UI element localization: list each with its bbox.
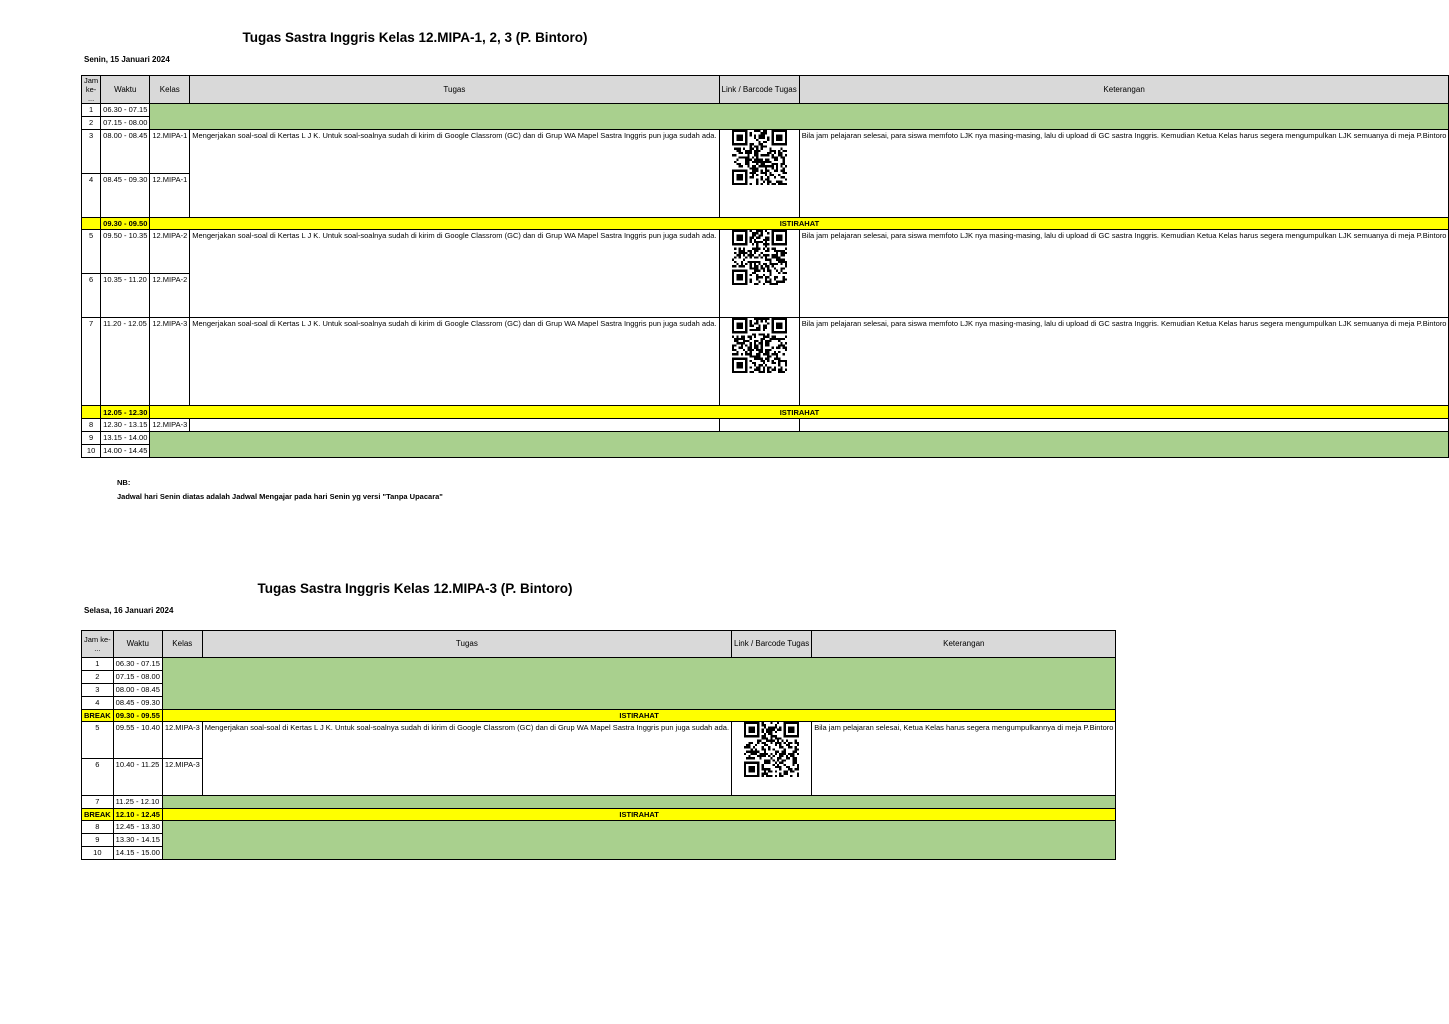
header-row (82, 76, 1449, 104)
tugas-cell: Mengerjakan soal-soal di Kertas L J K. Untuk soal-soalnya sudah di kirim di Google Classrom (GC) dan di Grup WA Mapel Sastra Inggris pun juga sudah ada. (190, 130, 719, 218)
table-row (82, 796, 1116, 809)
jam-cell: BREAK (82, 710, 114, 722)
break-row (82, 710, 1116, 722)
break-label: ISTIRAHAT (162, 710, 1116, 722)
waktu-cell: 14.00 - 14.45 (101, 445, 150, 458)
header-jam: Jam ke- ... (82, 631, 114, 658)
jam-cell: 2 (82, 671, 114, 684)
jam-cell (82, 406, 101, 419)
schedule1-table (81, 75, 1449, 458)
kelas-cell: 12.MIPA-1 (150, 130, 190, 174)
jam-cell: 3 (82, 684, 114, 697)
qr-code-icon[interactable] (732, 130, 787, 188)
jam-cell: 2 (82, 117, 101, 130)
keterangan-cell: Bila jam pelajaran selesai, para siswa memfoto LJK nya masing-masing, lalu di upload di GC sastra Inggris. Kemudian Ketua Kelas harus segera mengumpulkan LJK semuanya di meja P.Bintoro (799, 230, 1449, 318)
waktu-cell: 11.25 - 12.10 (113, 796, 162, 809)
header-link: Link / Barcode Tugas (732, 631, 812, 658)
table-row (82, 658, 1116, 671)
waktu-cell: 09.55 - 10.40 (113, 722, 162, 759)
header-tugas: Tugas (202, 631, 731, 658)
schedule2-title: Tugas Sastra Inggris Kelas 12.MIPA-3 (P. Bintoro) (257, 581, 573, 596)
nb-note (117, 476, 443, 504)
jam-cell: 6 (82, 759, 114, 796)
waktu-cell: 13.15 - 14.00 (101, 432, 150, 445)
table-row (82, 432, 1449, 445)
qr-code-icon[interactable] (744, 722, 799, 780)
jam-cell: 8 (82, 419, 101, 432)
qr-cell (719, 230, 799, 318)
header-kelas: Kelas (162, 631, 202, 658)
waktu-cell: 09.30 - 09.55 (113, 710, 162, 722)
waktu-cell: 08.00 - 08.45 (101, 130, 150, 174)
empty-green-block (150, 104, 1449, 130)
waktu-cell: 09.50 - 10.35 (101, 230, 150, 274)
waktu-cell: 08.00 - 08.45 (113, 684, 162, 697)
table-row (82, 230, 1449, 274)
jam-cell: 7 (82, 796, 114, 809)
keterangan-cell: Bila jam pelajaran selesai, para siswa memfoto LJK nya masing-masing, lalu di upload di GC sastra Inggris. Kemudian Ketua Kelas harus segera mengumpulkan LJK semuanya di meja P.Bintoro (799, 318, 1449, 406)
table-row (82, 130, 1449, 174)
schedule2-date: Selasa, 16 Januari 2024 (84, 606, 174, 615)
jam-cell: BREAK (82, 809, 114, 821)
qr-cell (732, 722, 812, 796)
qr-cell (719, 130, 799, 218)
waktu-cell: 08.45 - 09.30 (113, 697, 162, 710)
schedule1-title: Tugas Sastra Inggris Kelas 12.MIPA-1, 2, 3 (P. Bintoro) (242, 30, 588, 45)
keterangan-cell: Bila jam pelajaran selesai, Ketua Kelas harus segera mengumpulkannya di meja P.Bintoro (812, 722, 1116, 796)
waktu-cell: 10.40 - 11.25 (113, 759, 162, 796)
waktu-cell: 12.05 - 12.30 (101, 406, 150, 419)
qr-cell (719, 318, 799, 406)
jam-cell: 7 (82, 318, 101, 406)
break-row (82, 809, 1116, 821)
empty-green-block (150, 432, 1449, 458)
qr-cell (719, 419, 799, 432)
break-label: ISTIRAHAT (162, 809, 1116, 821)
waktu-cell: 06.30 - 07.15 (101, 104, 150, 117)
header-link: Link / Barcode Tugas (719, 76, 799, 104)
waktu-cell: 09.30 - 09.50 (101, 218, 150, 230)
jam-cell: 4 (82, 697, 114, 710)
jam-cell: 4 (82, 174, 101, 218)
waktu-cell: 14.15 - 15.00 (113, 847, 162, 860)
nb-title: NB: (117, 478, 131, 487)
jam-cell: 10 (82, 445, 101, 458)
header-waktu: Waktu (113, 631, 162, 658)
tugas-cell: Mengerjakan soal-soal di Kertas L J K. Untuk soal-soalnya sudah di kirim di Google Classrom (GC) dan di Grup WA Mapel Sastra Inggris pun juga sudah ada. (190, 318, 719, 406)
header-jam: Jam ke- ... (82, 76, 101, 104)
break-label: ISTIRAHAT (150, 218, 1449, 230)
jam-cell: 9 (82, 432, 101, 445)
kelas-cell: 12.MIPA-1 (150, 174, 190, 218)
break-row (82, 406, 1449, 419)
header-keterangan: Keterangan (812, 631, 1116, 658)
waktu-cell: 07.15 - 08.00 (101, 117, 150, 130)
tugas-cell: Mengerjakan soal-soal di Kertas L J K. Untuk soal-soalnya sudah di kirim di Google Classrom (GC) dan di Grup WA Mapel Sastra Inggris pun juga sudah ada. (190, 230, 719, 318)
waktu-cell: 07.15 - 08.00 (113, 671, 162, 684)
qr-code-icon[interactable] (732, 230, 787, 288)
jam-cell: 10 (82, 847, 114, 860)
empty-green-block (162, 821, 1116, 860)
keterangan-cell: Bila jam pelajaran selesai, para siswa memfoto LJK nya masing-masing, lalu di upload di GC sastra Inggris. Kemudian Ketua Kelas harus segera mengumpulkan LJK semuanya di meja P.Bintoro (799, 130, 1449, 218)
tugas-cell: Mengerjakan soal-soal di Kertas L J K. Untuk soal-soalnya sudah di kirim di Google Classrom (GC) dan di Grup WA Mapel Sastra Inggris pun juga sudah ada. (202, 722, 731, 796)
kelas-cell: 12.MIPA-3 (162, 722, 202, 759)
table-row (82, 419, 1449, 432)
waktu-cell: 12.30 - 13.15 (101, 419, 150, 432)
table-row (82, 722, 1116, 759)
waktu-cell: 12.10 - 12.45 (113, 809, 162, 821)
jam-cell: 8 (82, 821, 114, 834)
kelas-cell: 12.MIPA-3 (150, 419, 190, 432)
nb-text: Jadwal hari Senin diatas adalah Jadwal Mengajar pada hari Senin yg versi "Tanpa Upacara" (117, 492, 443, 501)
waktu-cell: 13.30 - 14.15 (113, 834, 162, 847)
header-waktu: Waktu (101, 76, 150, 104)
waktu-cell: 11.20 - 12.05 (101, 318, 150, 406)
tugas-cell (190, 419, 719, 432)
keterangan-cell (799, 419, 1449, 432)
break-row (82, 218, 1449, 230)
jam-cell: 9 (82, 834, 114, 847)
jam-cell (82, 218, 101, 230)
kelas-cell: 12.MIPA-3 (150, 318, 190, 406)
jam-cell: 3 (82, 130, 101, 174)
empty-green-block (162, 658, 1116, 710)
jam-cell: 6 (82, 274, 101, 318)
header-row (82, 631, 1116, 658)
jam-cell: 5 (82, 230, 101, 274)
jam-cell: 1 (82, 104, 101, 117)
kelas-cell: 12.MIPA-3 (162, 759, 202, 796)
table-row (82, 821, 1116, 834)
jam-cell: 5 (82, 722, 114, 759)
header-tugas: Tugas (190, 76, 719, 104)
qr-code-icon[interactable] (732, 318, 787, 376)
kelas-cell: 12.MIPA-2 (150, 274, 190, 318)
table-row (82, 104, 1449, 117)
empty-green-block (162, 796, 1116, 809)
schedule2-table (81, 630, 1116, 860)
table-row (82, 318, 1449, 406)
waktu-cell: 12.45 - 13.30 (113, 821, 162, 834)
jam-cell: 1 (82, 658, 114, 671)
header-kelas: Kelas (150, 76, 190, 104)
waktu-cell: 10.35 - 11.20 (101, 274, 150, 318)
break-label: ISTIRAHAT (150, 406, 1449, 419)
header-keterangan: Keterangan (799, 76, 1449, 104)
kelas-cell: 12.MIPA-2 (150, 230, 190, 274)
schedule1-date: Senin, 15 Januari 2024 (84, 55, 170, 64)
waktu-cell: 06.30 - 07.15 (113, 658, 162, 671)
waktu-cell: 08.45 - 09.30 (101, 174, 150, 218)
